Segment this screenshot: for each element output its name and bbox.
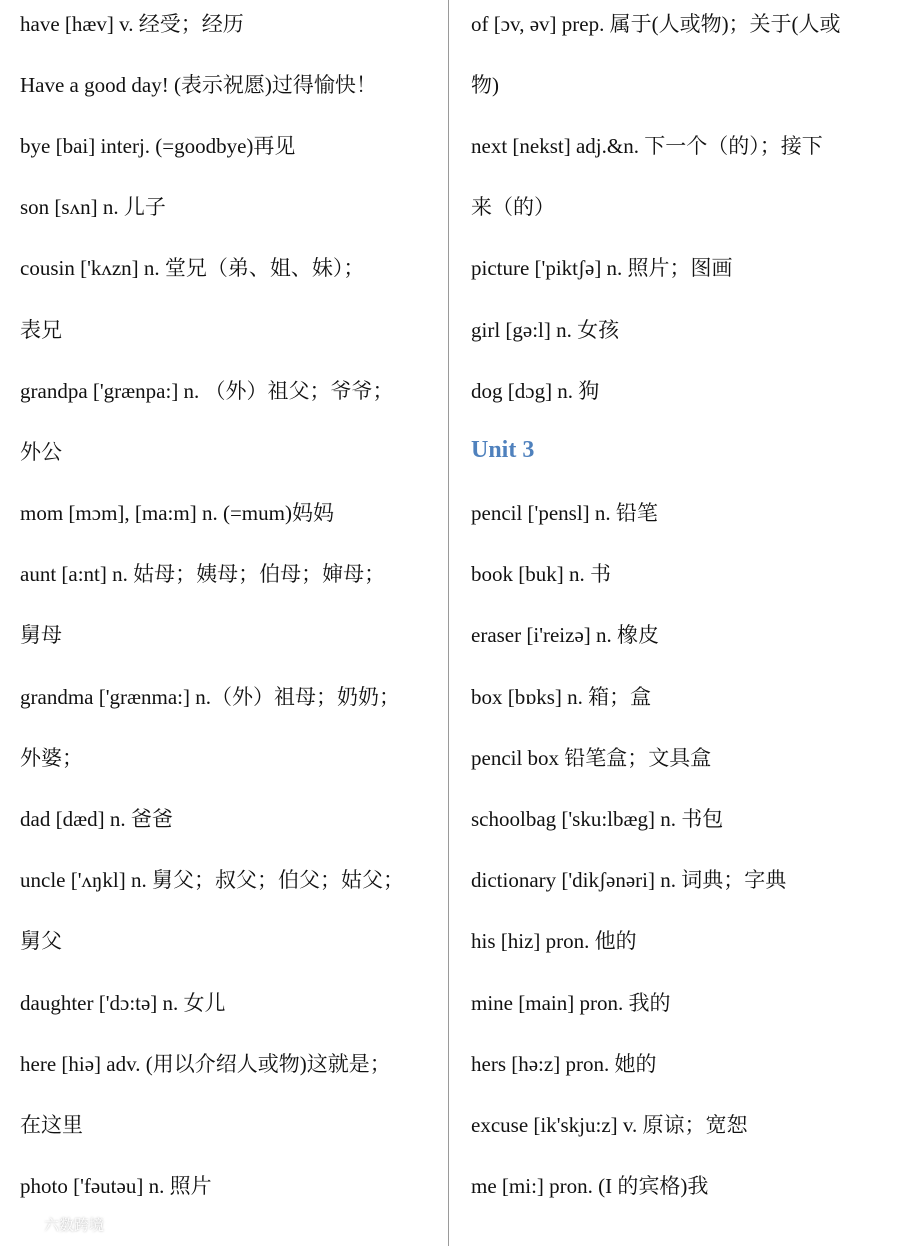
watermark-text: 六数跨境	[44, 1216, 105, 1234]
vocab-line: aunt [a:nt] n. 姑母；姨母；伯母；婶母；	[20, 562, 386, 587]
brand-logo-icon	[8, 1215, 40, 1235]
vocab-line: schoolbag ['sku:lbæg] n. 书包	[471, 807, 724, 832]
vocab-line: cousin ['kʌzn] n. 堂兄（弟、姐、妹）；	[20, 256, 365, 281]
vocab-line: 表兄	[20, 317, 62, 342]
unit-heading: Unit 3	[471, 437, 535, 464]
left-column	[20, 0, 438, 1216]
vocab-line: bye [bai] interj. (=goodbye)再见	[20, 133, 296, 158]
vocab-line: eraser [i'reizə] n. 橡皮	[471, 623, 660, 648]
vocab-line: excuse [ik'skju:z] v. 原谅；宽恕	[471, 1112, 748, 1137]
vocab-line: hers [hə:z] pron. 她的	[471, 1051, 657, 1076]
vocab-line: dog [dɔg] n. 狗	[471, 378, 600, 403]
vocab-line: grandma ['grænma:] n.（外）祖母；奶奶；	[20, 684, 400, 709]
vocab-line: mine [main] pron. 我的	[471, 990, 671, 1015]
vocab-line: pencil ['pensl] n. 铅笔	[471, 501, 658, 526]
vocab-line: pencil box 铅笔盒；文具盒	[471, 745, 712, 770]
vocab-line: 舅母	[20, 623, 62, 648]
vocab-line: dictionary ['dikʃənəri] n. 词典；字典	[471, 868, 787, 893]
vocab-line: 舅父	[20, 929, 62, 954]
vocab-line: book [buk] n. 书	[471, 562, 611, 587]
vocab-line: uncle ['ʌŋkl] n. 舅父；叔父；伯父；姑父；	[20, 868, 404, 893]
vocab-line: son [sʌn] n. 儿子	[20, 195, 166, 220]
vocab-line: dad [dæd] n. 爸爸	[20, 807, 173, 832]
vocab-line: next [nekst] adj.&n. 下一个（的）；接下	[471, 133, 823, 158]
vocab-line: 外公	[20, 439, 62, 464]
vocab-line: grandpa ['grænpa:] n. （外）祖父；爷爷；	[20, 378, 394, 403]
vocab-line: here [hiə] adv. (用以介绍人或物)这就是；	[20, 1051, 391, 1076]
vocab-line: girl [gə:l] n. 女孩	[471, 317, 620, 342]
vocab-line: 在这里	[20, 1112, 83, 1137]
vocab-line: Have a good day! (表示祝愿)过得愉快！	[20, 72, 377, 97]
vocab-line: box [bɒks] n. 箱；盒	[471, 684, 652, 709]
vocab-line: picture ['piktʃə] n. 照片；图画	[471, 256, 733, 281]
vocab-line: 外婆；	[20, 745, 83, 770]
vocab-line: 物)	[471, 72, 499, 97]
vocab-line: daughter ['dɔ:tə] n. 女儿	[20, 990, 226, 1015]
vocab-line: 来（的）	[471, 195, 555, 220]
vocab-line: have [hæv] v. 经受；经历	[20, 11, 244, 36]
watermark	[8, 1214, 104, 1235]
vocab-line: his [hiz] pron. 他的	[471, 929, 637, 954]
vocab-line: me [mi:] pron. (I 的宾格)我	[471, 1174, 709, 1199]
column-divider	[448, 0, 449, 1246]
vocab-line: mom [mɔm], [ma:m] n. (=mum)妈妈	[20, 501, 334, 526]
vocab-line: photo ['fəutəu] n. 照片	[20, 1174, 212, 1199]
vocab-line: of [ɔv, əv] prep. 属于(人或物)；关于(人或	[471, 11, 841, 36]
right-column	[471, 0, 891, 1216]
